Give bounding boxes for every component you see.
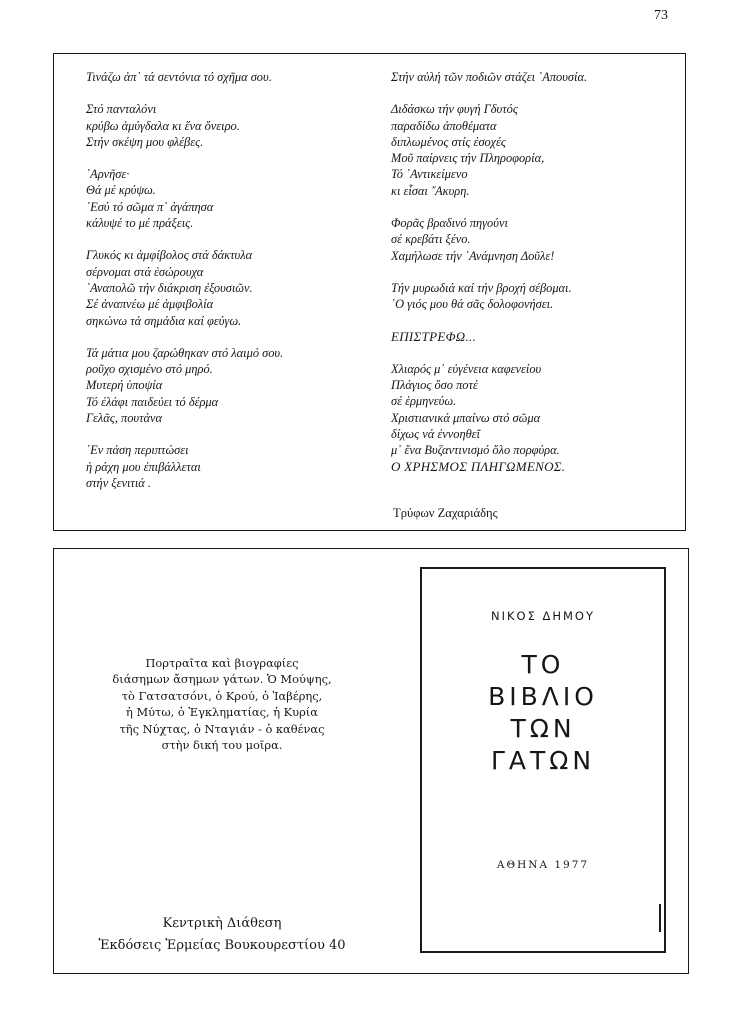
book-cover-imprint: ΑΘΗΝΑ 1977	[496, 859, 590, 871]
poem-right-stanza	[391, 101, 681, 199]
poem-line: Θά μέ κρύψω.	[86, 183, 156, 198]
poem-line: Στήν σκέψη μου φλέβες.	[86, 134, 204, 149]
poem-line: Γελᾶς, πουτάνα	[86, 411, 163, 426]
poem-right-stanza	[391, 69, 681, 85]
book-title-line: ΒΙΒΛΙΟ	[488, 682, 598, 711]
poem-line: σέ ἑρμηνεύω.	[391, 394, 457, 409]
poem-left-column	[86, 69, 376, 507]
distribution-info	[74, 913, 370, 957]
poem-line: Φορᾶς βραδινό πηγούνι	[391, 216, 508, 231]
poem-left-stanza	[86, 166, 376, 231]
poem-line: κάλυψέ το μέ πράξεις.	[86, 216, 194, 231]
poem-line: παραδίδω ἀποθέματα	[391, 118, 497, 133]
poem-line: Στήν αὐλή τῶν ποδιῶν στάζει ᾿Απουσία.	[391, 70, 588, 84]
poem-author: Τρύφων Ζαχαριάδης	[393, 506, 498, 520]
poem-right-column	[391, 69, 681, 491]
poem-line: ᾿Ο γιός μου θά σᾶς δολοφονήσει.	[391, 297, 554, 312]
poem-left-stanza	[86, 247, 376, 328]
blurb-line: στὴν δική του μοῖρα.	[161, 738, 283, 753]
poem-left-stanza	[86, 442, 376, 491]
poem-line: Τό ἐλάφι παιδεύει τό δέρμα	[86, 394, 219, 409]
poem-left-stanza	[86, 101, 376, 150]
book-cover	[420, 567, 666, 953]
poem-line: Στό πανταλόνι	[86, 102, 157, 117]
book-advertisement	[53, 548, 689, 974]
blurb-line: Πορτραῖτα καὶ βιογραφίες	[145, 656, 299, 670]
poem-line: Γλυκός κι ἀμφίβολος στά δάκτυλα	[86, 248, 253, 263]
poem-line: Τινάζω ἀπ᾿ τά σεντόνια τό σχῆμα σου.	[86, 70, 272, 84]
poem-box	[53, 53, 686, 531]
book-cover-author: ΝΙΚΟΣ ΔΗΜΟΥ	[490, 609, 596, 623]
book-title-line: ΓΑΤΩΝ	[490, 746, 596, 775]
poem-line: σέρνομαι στά ἐσώρουχα	[86, 264, 204, 279]
blurb-line: ἡ Μύτω, ὁ Ἐγκληματίας, ἡ Κυρία	[126, 705, 318, 720]
poem-line: ᾿Εν πάση περιπτώσει	[86, 443, 189, 458]
poem-line: Μοῦ παίρνεις τήν Πληροφορία,	[391, 151, 545, 166]
page-number: 73	[654, 8, 668, 23]
poem-line: Τά μάτια μου ζαρώθηκαν στό λαιμό σου.	[86, 345, 284, 360]
distribution-label: Κεντρικὴ Διάθεση	[162, 916, 282, 931]
scan-mark	[659, 904, 665, 932]
poem-line: Σέ ἀναπνέω μέ ἀμφιβολία	[86, 297, 214, 312]
poem-line: δίχως νά ἐννοηθεῖ	[391, 427, 481, 442]
poem-line: ροῦχο σχισμένο στό μηρό.	[86, 362, 213, 377]
poem-line: Χλιαρός μ᾿ εὐγένεια καφενείου	[391, 361, 542, 376]
poem-line: Τήν μυρωδιά καί τήν βροχή σέβομαι.	[391, 280, 572, 295]
poem-left-stanza	[86, 69, 376, 85]
poem-line: Μυτερή ὑποψία	[86, 378, 163, 393]
poem-line: Πλάγιος ὅσο ποτέ	[391, 378, 478, 393]
poem-line: σηκώνω τά σημάδια καί φεύγω.	[86, 313, 242, 328]
poem-line: Διδάσκω τήν φυγή Γδυτός	[391, 102, 518, 117]
poem-line: κρύβω ἀμύγδαλα κι ἕνα ὄνειρο.	[86, 118, 240, 133]
poem-line: κι εἶσαι ῎Ακυρη.	[391, 183, 470, 198]
poem-line: Χριστιανικά μπαίνω στό σῶμα	[391, 410, 541, 425]
book-title-line: ΤΩΝ	[510, 714, 576, 743]
book-cover-title	[422, 649, 664, 777]
poem-line: ᾿Εσύ τό σῶμα π᾿ ἀγάπησα	[86, 199, 214, 214]
poem-line: Ο ΧΡΗΣΜΟΣ ΠΛΗΓΩΜΕΝΟΣ.	[391, 458, 566, 474]
poem-line: μ᾿ ἕνα Βυζαντινισμό ὅλο πορφύρα.	[391, 443, 560, 458]
poem-right-stanza	[391, 215, 681, 264]
poem-line: ἡ ράχη μου ἐπιβάλλεται	[86, 459, 201, 474]
poem-left-stanza	[86, 345, 376, 426]
poem-right-stanza	[391, 329, 681, 345]
poem-line: ᾿Αναπολῶ τήν διάκριση ἐξουσιῶν.	[86, 280, 253, 295]
blurb-line: τὸ Γατσατσόνι, ὁ Κρού, ὁ Ἰαβέρης,	[121, 688, 323, 703]
book-title-line: ΤΟ	[521, 650, 565, 679]
poem-line: Χαμήλωσε τήν ᾿Ανάμνηση Δοῦλε!	[391, 248, 555, 263]
poem-right-stanza	[391, 361, 681, 475]
poem-line: ᾿Αρνῆσε·	[86, 167, 130, 182]
blurb-line: τῆς Νύχτας, ὁ Νταγιάν - ὁ καθένας	[119, 721, 325, 736]
book-blurb	[92, 655, 352, 753]
poem-line: ΕΠΙΣΤΡΕΦΩ...	[391, 328, 477, 344]
publisher-address: Ἐκδόσεις Ἑρμείας Βουκουρεστίου 40	[98, 938, 346, 953]
poem-right-stanza	[391, 280, 681, 313]
blurb-line: διάσημων ἄσημων γάτων. Ὁ Μούψης,	[112, 672, 332, 687]
poem-line: διπλωμένος στίς ἐσοχές	[391, 134, 506, 149]
poem-line: στήν ξενιτιά .	[86, 475, 151, 490]
poem-line: σέ κρεβάτι ξένο.	[391, 232, 471, 247]
poem-line: Τό ᾿Αντικείμενο	[391, 167, 468, 182]
